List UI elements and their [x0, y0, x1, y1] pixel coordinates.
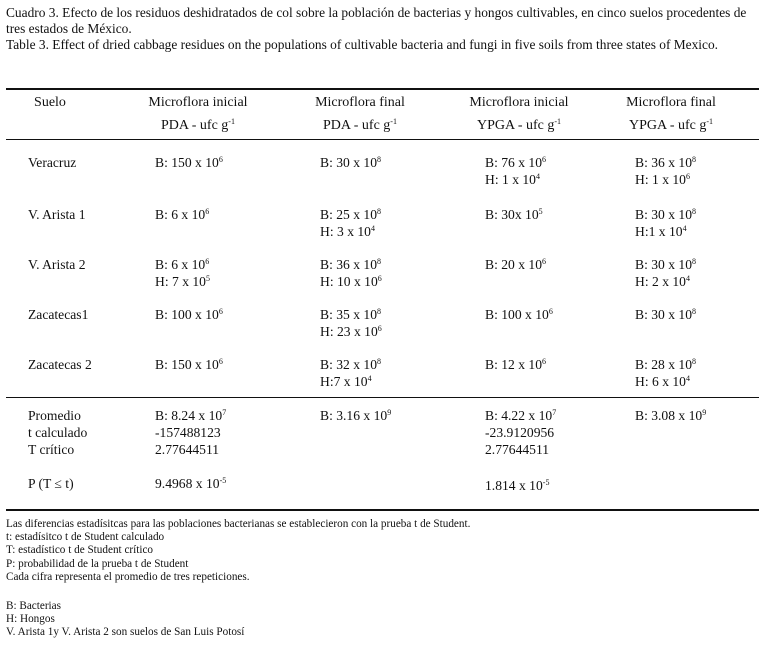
unit-label: PDA - ufc $g^{-1}$: [161, 117, 235, 133]
column-header: Microflora inicial: [469, 95, 569, 110]
soil-name: Zacatecas 2: [28, 357, 92, 372]
table-cell-value: B: 30x $10^5$: [485, 207, 543, 222]
stat-pda-initial: [155, 407, 226, 424]
p-value-ypga-value: 1.814 x $10^{-5}$: [485, 478, 550, 493]
table-cell: [320, 373, 372, 390]
table-cell: [635, 273, 690, 290]
table-cell-value: B: 25 x $10^8$: [320, 207, 382, 222]
legend-line: H: Hongos: [6, 613, 55, 626]
footnote-line: T: estadístico t de Student crítico: [6, 544, 154, 557]
table-cell-value: B: 36 x $10^8$: [320, 257, 382, 272]
table-cell: [635, 154, 696, 171]
legend-line: V. Arista 1y V. Arista 2 son suelos de San Luis Potosí: [6, 626, 245, 639]
stat-ypga-initial: [485, 441, 549, 458]
table-cell: [635, 206, 696, 223]
table-cell-value: B: 32 x $10^8$: [320, 357, 382, 372]
column-header: Microflora inicial: [148, 95, 248, 110]
stat-pda-initial: [155, 441, 219, 458]
table-cell: [320, 323, 382, 340]
column-header: Microflora final: [315, 95, 405, 110]
soil-name: V. Arista 1: [28, 207, 86, 222]
table-cell-value: H: 7 x $10^5$: [155, 274, 210, 289]
footnote-line: P: probabilidad de la prueba t de Student: [6, 557, 189, 570]
table-cell: [485, 356, 546, 373]
table-cell: [320, 223, 375, 240]
table-cell: [635, 306, 696, 323]
table-cell: [320, 154, 381, 171]
table-cell-value: B: 36 x $10^8$: [635, 155, 697, 170]
stat-ypga-final: [635, 407, 706, 424]
table-cell-value: B: 30 x $10^8$: [635, 207, 697, 222]
stat-pda-final-value: B: 3.16 x $10^9$: [320, 408, 392, 423]
abbreviation-legend: [6, 600, 244, 640]
footnote-line: t: estadísitco t de Student calculado: [6, 531, 165, 544]
table-cell-value: H:1 x $10^4$: [635, 224, 687, 239]
table-cell: [155, 154, 223, 171]
table-cell-value: H: 10 x $10^6$: [320, 274, 382, 289]
footnote-line: Cada cifra representa el promedio de tres repeticiones.: [6, 570, 250, 583]
p-value-pda: [155, 475, 226, 492]
table-cell: [155, 256, 209, 273]
table-cell-value: B: 76 x $10^6$: [485, 155, 547, 170]
table-cell-value: B: 35 x $10^8$: [320, 307, 382, 322]
table-cell: [485, 206, 543, 223]
table-cell: [635, 356, 696, 373]
table-cell-value: H: 1 x $10^4$: [485, 172, 540, 187]
table-cell: [485, 256, 546, 273]
table-cell: [155, 356, 223, 373]
table-header-rule: [6, 139, 759, 140]
table-cell: [635, 256, 696, 273]
table-cell-value: H:7 x $10^4$: [320, 374, 372, 389]
table-top-rule: [6, 88, 759, 90]
stat-pda-initial-value: 2.77644511: [155, 442, 220, 457]
table-cell-value: B: 6 x $10^6$: [155, 207, 210, 222]
table-cell: [155, 273, 210, 290]
table-cell-value: B: 100 x $10^6$: [155, 307, 223, 322]
stat-label: t calculado: [28, 425, 88, 440]
table-cell: [320, 356, 381, 373]
table-cell-value: H: 3 x $10^4$: [320, 224, 375, 239]
stat-ypga-initial: [485, 424, 554, 441]
table-cell: [155, 206, 209, 223]
table-cell: [320, 273, 382, 290]
column-header-unit: [108, 115, 288, 137]
stat-ypga-initial: [485, 407, 556, 424]
footnotes: [6, 518, 470, 584]
table-cell: [485, 154, 546, 171]
unit-label: PDA - ufc $g^{-1}$: [323, 117, 397, 133]
table-cell-value: B: 6 x $10^6$: [155, 257, 210, 272]
table-cell-value: H: 23 x $10^6$: [320, 324, 382, 339]
table-cell-value: B: 150 x $10^6$: [155, 357, 223, 372]
stat-label: T crítico: [28, 442, 75, 457]
table-cell-value: H: 1 x $10^6$: [635, 172, 690, 187]
soil-name: Zacatecas1: [28, 307, 89, 322]
table-cell: [320, 306, 381, 323]
table-cell: [155, 306, 223, 323]
table-cell-value: B: 150 x $10^6$: [155, 155, 223, 170]
table-cell: [635, 223, 687, 240]
caption-english: Table 3. Effect of dried cabbage residues on the populations of cultivable bacteria and fungi in five soils from three states of Mexico.: [6, 37, 719, 52]
p-value-label: P (T ≤ t): [28, 476, 74, 491]
legend-line: B: Bacterias: [6, 600, 61, 612]
column-header-unit: [581, 115, 761, 137]
p-value-pda-value: 9.4968 x $10^{-5}$: [155, 476, 227, 491]
table-cell: [635, 171, 690, 188]
stat-ypga-final-value: B: 3.08 x $10^9$: [635, 408, 707, 423]
table-cell-value: B: 100 x $10^6$: [485, 307, 553, 322]
soil-name: V. Arista 2: [28, 257, 86, 272]
soil-name: Veracruz: [28, 155, 77, 170]
table-cell-value: B: 20 x $10^6$: [485, 257, 547, 272]
footnote-line: Las diferencias estadísitcas para las poblaciones bacterianas se establecieron con la prueba t de Student.: [6, 518, 471, 530]
column-header: Suelo: [34, 95, 66, 110]
stat-pda-initial-value: B: 8.24 x $10^7$: [155, 408, 227, 423]
column-header: Microflora final: [626, 95, 716, 110]
column-header-unit: [270, 115, 450, 137]
table-bottom-rule: [6, 509, 759, 511]
stat-pda-initial-value: -157488123: [155, 425, 221, 440]
table-cell: [320, 206, 381, 223]
stat-ypga-initial-value: 2.77644511: [485, 442, 550, 457]
stat-label: Promedio: [28, 408, 81, 423]
table-cell: [485, 306, 553, 323]
stat-ypga-initial-value: B: 4.22 x $10^7$: [485, 408, 557, 423]
table-cell: [635, 373, 690, 390]
table-cell-value: B: 28 x $10^8$: [635, 357, 697, 372]
stat-ypga-initial-value: -23.9120956: [485, 425, 555, 440]
table-cell-value: B: 12 x $10^6$: [485, 357, 547, 372]
unit-label: YPGA - ufc $g^{-1}$: [628, 117, 714, 133]
table-cell-value: B: 30 x $10^8$: [320, 155, 382, 170]
caption-spanish: Cuadro 3. Efecto de los residuos deshidratados de col sobre la población de bacterias y hongos cultivables, en cinco suelos procedentes de tres estados de México.: [6, 5, 747, 36]
stat-pda-final: [320, 407, 391, 424]
unit-label: YPGA - ufc $g^{-1}$: [476, 117, 562, 133]
table-cell: [485, 171, 540, 188]
stat-pda-initial: [155, 424, 221, 441]
table-cell: [320, 256, 381, 273]
table-summary-rule: [6, 397, 759, 398]
table-cell-value: H: 2 x $10^4$: [635, 274, 690, 289]
table-cell-value: B: 30 x $10^8$: [635, 257, 697, 272]
table-cell-value: H: 6 x $10^4$: [635, 374, 690, 389]
table-cell-value: B: 30 x $10^8$: [635, 307, 697, 322]
p-value-ypga: [485, 477, 549, 494]
